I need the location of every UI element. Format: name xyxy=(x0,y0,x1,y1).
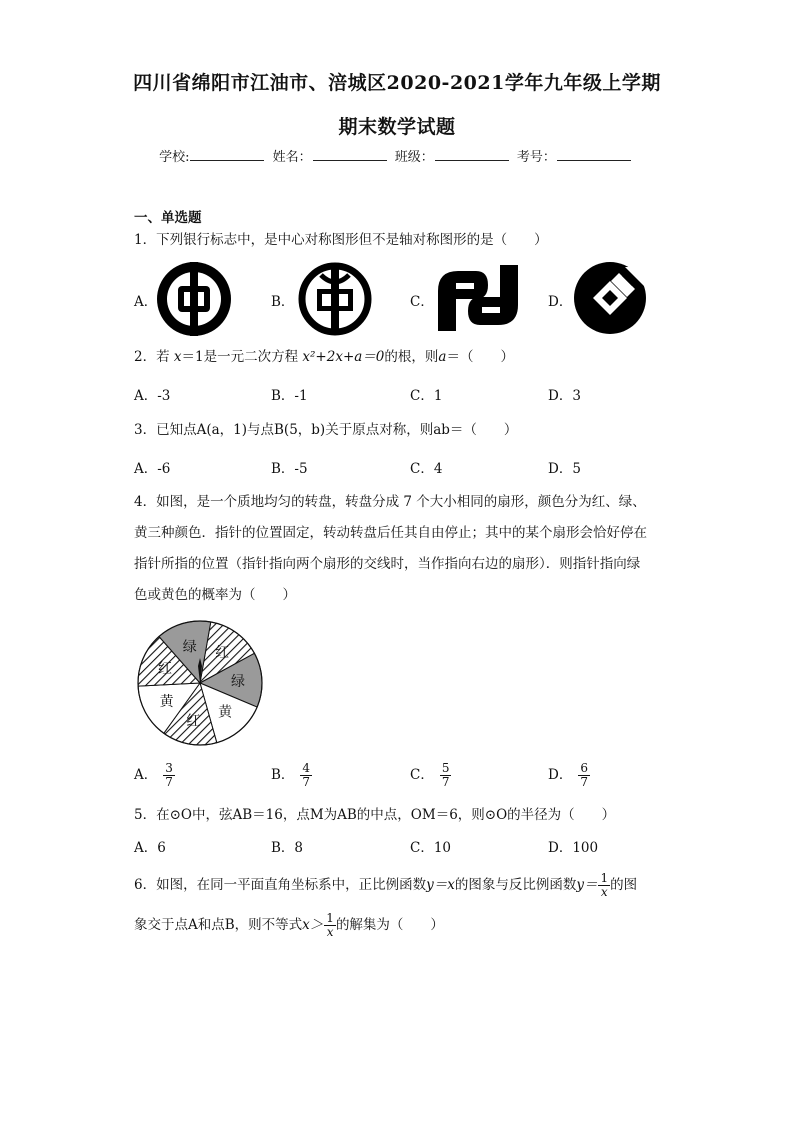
question-6-line2: 象交于点A和点B，则不等式x＞ $\frac{1}{x}$ 的解集为（ ） xyxy=(134,911,444,939)
spinner-figure xyxy=(136,618,266,748)
q2-text-post: 的根，则 xyxy=(384,349,439,365)
agricultural-bank-logo-icon xyxy=(297,261,373,337)
q4-option-b[interactable]: B． $\frac{4}{7}$ xyxy=(271,761,311,789)
question-4-line3: 指针所指的位置（指针指向两个扇形的交线时，当作指向右边的扇形）．则指针指向绿 xyxy=(134,556,641,572)
student-info-line xyxy=(0,146,794,165)
spinner-sector-label: 红 xyxy=(157,661,172,678)
q5-option-c[interactable]: C．10 xyxy=(410,840,452,856)
q1-option-a-label: A． xyxy=(134,294,158,310)
q3-option-b[interactable]: B．-5 xyxy=(271,461,308,477)
q1-option-c-label: C． xyxy=(410,294,434,310)
q4-option-c[interactable]: C． $\frac{5}{7}$ xyxy=(410,761,450,789)
q2-text-mid: ＝1是一元二次方程 xyxy=(181,349,303,365)
q2-text-pre: 2．若 xyxy=(134,349,174,365)
q2-option-b[interactable]: B．-1 xyxy=(271,388,308,404)
q2-option-d[interactable]: D．3 xyxy=(548,388,581,404)
q2-text-end: ＝（ ） xyxy=(446,349,514,365)
q2-var-x: x xyxy=(173,349,182,365)
question-6-line1: 6．如图，在同一平面直角坐标系中，正比例函数y＝x的图象与反比例函数y＝ $\frac{1}{x}$ 的图 xyxy=(134,871,638,899)
q4-option-a[interactable]: A． $\frac{3}{7}$ xyxy=(134,761,173,789)
school-blank[interactable] xyxy=(190,146,264,161)
q3-option-c[interactable]: C．4 xyxy=(410,461,443,477)
spinner-sector-label: 黄 xyxy=(159,694,174,711)
q2-equation: x²+2x+a＝0 xyxy=(302,349,385,365)
question-4-line4: 色或黄色的概率为（ ） xyxy=(134,587,296,603)
construction-bank-logo-icon xyxy=(573,261,647,335)
section-heading: 一、单选题 xyxy=(134,210,202,226)
spinner-sector-label: 红 xyxy=(215,645,230,662)
class-blank[interactable] xyxy=(435,146,509,161)
spinner-sector-label: 红 xyxy=(186,713,201,730)
school-label: 学校: xyxy=(159,150,190,165)
q2-var-a: a xyxy=(438,349,447,365)
exam-title-line2: 期末数学试题 xyxy=(338,116,456,138)
question-4-line1: 4．如图，是一个质地均匀的转盘，转盘分成 7 个大小相同的扇形，颜色分为红、绿、 xyxy=(134,494,646,510)
id-blank[interactable] xyxy=(557,146,631,161)
class-label: 班级： xyxy=(394,150,434,165)
q5-option-b[interactable]: B．8 xyxy=(271,840,304,856)
bank-of-china-logo-icon xyxy=(156,261,232,337)
spd-bank-logo-icon xyxy=(436,263,520,333)
question-4-line2: 黄三种颜色．指针的位置固定，转动转盘后任其自由停止；其中的某个扇形会恰好停在 xyxy=(134,525,647,541)
q5-option-d[interactable]: D．100 xyxy=(548,840,599,856)
spinner-sector-label: 绿 xyxy=(230,674,245,691)
q2-option-c[interactable]: C．1 xyxy=(410,388,443,404)
q3-option-a[interactable]: A．-6 xyxy=(134,461,171,477)
question-3-text: 3．已知点A(a，1)与点B(5，b)关于原点对称，则ab＝（ ） xyxy=(134,422,518,438)
question-1-text: 1．下列银行标志中，是中心对称图形但不是轴对称图形的是（ ） xyxy=(134,232,548,248)
spinner-sector-label: 绿 xyxy=(182,639,197,656)
q6-fraction-1: $\frac{1}{x}$ xyxy=(600,871,609,899)
q1-option-b-label: B． xyxy=(271,294,295,310)
q4-option-d[interactable]: D． $\frac{6}{7}$ xyxy=(548,761,588,789)
exam-title-line1: 四川省绵阳市江油市、涪城区2020-2021学年九年级上学期 xyxy=(133,72,661,94)
q6-linear-eq: y＝x xyxy=(426,877,455,893)
question-5-text: 5．在⊙O中，弦AB＝16，点M为AB的中点，OM＝6，则⊙O的半径为（ ） xyxy=(134,807,616,823)
name-blank[interactable] xyxy=(313,146,387,161)
q1-option-d-label: D． xyxy=(548,294,573,310)
id-label: 考号： xyxy=(516,150,556,165)
q6-inequality: x＞ xyxy=(302,917,324,933)
q6-fraction-2: $\frac{1}{x}$ xyxy=(326,911,334,939)
q5-option-a[interactable]: A．6 xyxy=(134,840,166,856)
spinner-sector-label: 黄 xyxy=(218,704,233,721)
name-label: 姓名： xyxy=(272,150,312,165)
q3-option-d[interactable]: D．5 xyxy=(548,461,581,477)
question-2-text xyxy=(134,347,514,367)
q2-option-a[interactable]: A．-3 xyxy=(134,388,171,404)
